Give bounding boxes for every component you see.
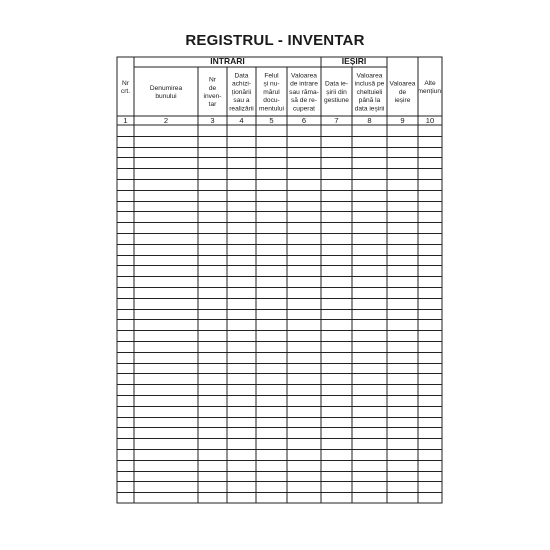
- column-header-4: achizi-: [231, 80, 252, 88]
- column-number-10: 10: [425, 116, 435, 126]
- column-header-7: gestiune: [324, 97, 349, 105]
- column-header-1: crt.: [120, 88, 131, 95]
- column-header-3: inven-: [203, 93, 222, 100]
- column-header-7: Data ie-: [324, 80, 349, 88]
- column-header-8: cheltuieli: [356, 88, 383, 96]
- column-header-10: Alte: [424, 79, 436, 87]
- column-header-6: sau răma-: [289, 88, 319, 96]
- column-number-7: 7: [334, 116, 339, 126]
- column-number-9: 9: [400, 116, 405, 126]
- column-header-8: inclusă pe: [354, 80, 385, 88]
- column-header-5: și nu-: [263, 80, 280, 88]
- column-header-2: Denumirea: [149, 84, 183, 92]
- column-header-3: tar: [208, 101, 217, 109]
- column-number-4: 4: [239, 116, 244, 126]
- column-number-2: 2: [163, 116, 169, 126]
- column-header-8: Valoarea: [356, 72, 383, 80]
- column-header-4: ționării: [231, 88, 252, 96]
- column-header-3: Nr: [209, 76, 216, 84]
- column-number-8: 8: [367, 116, 372, 126]
- column-header-5: mărul: [263, 88, 280, 96]
- column-header-9: Valoarea: [389, 80, 416, 88]
- column-header-5: mentului: [259, 105, 284, 113]
- column-header-10: mențiuni: [417, 88, 443, 95]
- column-header-4: sau a: [233, 97, 250, 105]
- column-header-8: data ieșirii: [354, 105, 385, 113]
- column-header-4: Data: [234, 72, 249, 80]
- column-header-7: șirii din: [326, 88, 347, 96]
- column-header-6: Valoarea: [291, 72, 317, 80]
- column-header-5: Felul: [264, 72, 279, 80]
- group-title-iesiri: IEȘIRI: [341, 56, 367, 66]
- group-title-intrari: INTRĂRI: [210, 56, 245, 66]
- column-header-5: docu-: [263, 97, 280, 105]
- column-header-2: bunului: [155, 93, 177, 100]
- table-labels: [121, 56, 443, 125]
- column-number-1: 1: [123, 116, 128, 126]
- column-number-5: 5: [269, 116, 274, 126]
- column-number-6: 6: [301, 116, 307, 126]
- column-header-4: realizării: [229, 105, 254, 113]
- column-header-8: până la: [358, 97, 381, 105]
- column-header-9: de: [398, 88, 407, 96]
- column-number-3: 3: [210, 116, 215, 126]
- column-header-1: Nr: [122, 79, 129, 87]
- column-header-6: să de re-: [290, 97, 318, 105]
- column-header-9: ieșire: [394, 97, 411, 105]
- column-header-6: de intrare: [290, 80, 318, 88]
- column-header-3: de: [208, 84, 217, 92]
- column-header-6: cuperat: [293, 105, 315, 113]
- register-title: REGISTRUL - INVENTAR: [185, 32, 365, 49]
